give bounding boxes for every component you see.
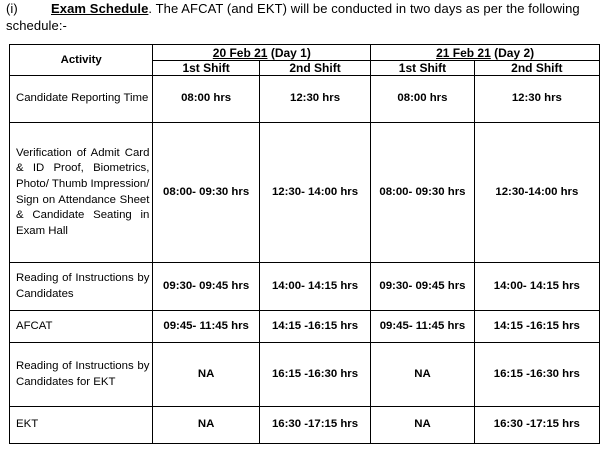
time-cell: 12:30 hrs bbox=[474, 76, 599, 123]
table-row bbox=[10, 123, 600, 263]
table-row bbox=[10, 76, 600, 123]
time-cell: 09:30- 09:45 hrs bbox=[371, 263, 474, 311]
day-2-label: (Day 2) bbox=[490, 45, 535, 60]
time-cell: 14:00- 14:15 hrs bbox=[259, 263, 370, 311]
day-2-header bbox=[371, 45, 600, 61]
time-cell: 16:15 -16:30 hrs bbox=[474, 343, 599, 407]
section-heading: Exam Schedule bbox=[51, 1, 149, 16]
activity-cell: Reading of Instructions by Candidates for EKT bbox=[10, 343, 153, 407]
table-row bbox=[10, 343, 600, 407]
shift-header-day1-1: 1st Shift bbox=[153, 61, 259, 76]
shift-header-day2-1: 1st Shift bbox=[371, 61, 474, 76]
time-cell: 12:30-14:00 hrs bbox=[474, 123, 599, 263]
time-cell: 16:30 -17:15 hrs bbox=[474, 407, 599, 444]
time-cell: 14:15 -16:15 hrs bbox=[474, 311, 599, 343]
activity-header: Activity bbox=[10, 45, 153, 76]
time-cell: 12:30- 14:00 hrs bbox=[259, 123, 370, 263]
activity-cell: AFCAT bbox=[10, 311, 153, 343]
day-1-date: 20 Feb 21 bbox=[212, 45, 268, 60]
intro-text: . The AFCAT (and EKT) will be conducted in two days as per the following schedule:- bbox=[6, 1, 580, 33]
activity-cell: EKT bbox=[10, 407, 153, 444]
item-number: (i) bbox=[6, 1, 18, 16]
time-cell: 08:00 hrs bbox=[153, 76, 259, 123]
table-row bbox=[10, 311, 600, 343]
shift-header-day1-2: 2nd Shift bbox=[259, 61, 370, 76]
time-cell: NA bbox=[153, 343, 259, 407]
shift-header-day2-2: 2nd Shift bbox=[474, 61, 599, 76]
time-cell: 09:45- 11:45 hrs bbox=[371, 311, 474, 343]
time-cell: NA bbox=[371, 343, 474, 407]
time-cell: 08:00- 09:30 hrs bbox=[153, 123, 259, 263]
day-1-label: (Day 1) bbox=[267, 45, 311, 60]
time-cell: 14:15 -16:15 hrs bbox=[259, 311, 370, 343]
table-row bbox=[10, 263, 600, 311]
time-cell: 16:30 -17:15 hrs bbox=[259, 407, 370, 444]
time-cell: 14:00- 14:15 hrs bbox=[474, 263, 599, 311]
header-row-days bbox=[10, 45, 600, 61]
exam-schedule-table bbox=[9, 44, 600, 444]
time-cell: 09:30- 09:45 hrs bbox=[153, 263, 259, 311]
time-cell: 12:30 hrs bbox=[259, 76, 370, 123]
day-2-date: 21 Feb 21 bbox=[436, 45, 491, 60]
time-cell: NA bbox=[153, 407, 259, 444]
intro-paragraph bbox=[6, 0, 596, 34]
time-cell: NA bbox=[371, 407, 474, 444]
time-cell: 08:00- 09:30 hrs bbox=[371, 123, 474, 263]
day-1-header bbox=[153, 45, 371, 61]
table-row bbox=[10, 407, 600, 444]
activity-cell: Verification of Admit Card & ID Proof, Biometrics, Photo/ Thumb Impression/ Sign on Attendance Sheet & Candidate Seating in Exam Hall bbox=[10, 123, 153, 263]
time-cell: 09:45- 11:45 hrs bbox=[153, 311, 259, 343]
activity-cell: Reading of Instructions by Candidates bbox=[10, 263, 153, 311]
time-cell: 08:00 hrs bbox=[371, 76, 474, 123]
activity-cell: Candidate Reporting Time bbox=[10, 76, 153, 123]
time-cell: 16:15 -16:30 hrs bbox=[259, 343, 370, 407]
